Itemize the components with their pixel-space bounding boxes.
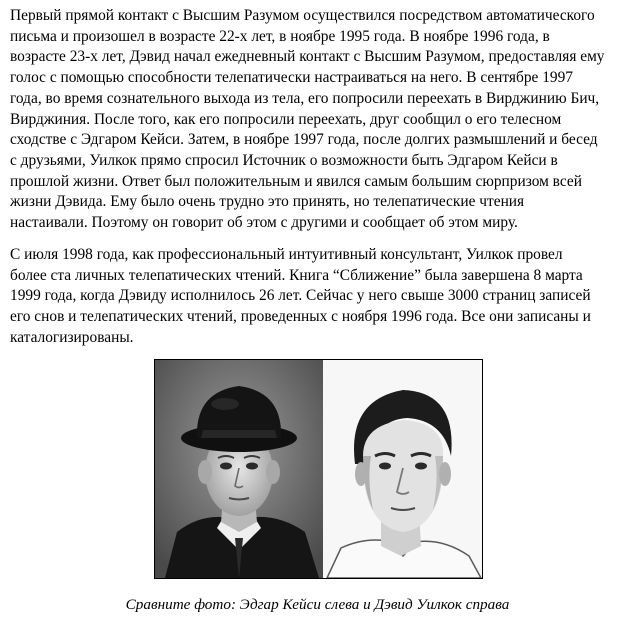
text-line: прошлой жизни. Ответ был положительным и явился самым большим сюрпризом всей [10, 172, 582, 190]
text-line: возрасте 23-х лет, Дэвид начал ежедневный контакт с Высшим Разумом, предоставляя ему [10, 48, 605, 66]
comparison-photo [154, 359, 483, 579]
portrait-bowler-hat-icon [155, 360, 323, 578]
text-line: настаивали. Поэтому он говорит об этом с другими и сообщает об этом миру. [10, 214, 518, 232]
text-line: Первый прямой контакт с Высшим Разумом осуществился посредством автоматического [10, 7, 595, 24]
photo-right-portrait [323, 360, 482, 578]
text-line: письма и произошел в возрасте 22-х лет, в ноябре 1995 года. В ноябре 1996 года, в [10, 27, 550, 45]
text-line: сходстве с Эдгаром Кейси. Затем, в ноябре 1997 года, после долгих размышлений и бесед [10, 131, 598, 149]
photo-caption: Сравните фото: Эдгар Кейси слева и Дэвид Уилкок справа [125, 596, 510, 613]
photo-left-portrait [155, 360, 323, 578]
paragraph-1 [10, 6, 630, 234]
portrait-young-man-icon [323, 360, 482, 578]
paragraph-2 [10, 245, 630, 349]
text-line: с друзьями, Уилкок прямо спросил Источник о возможности быть Эдгаром Кейси в [10, 151, 558, 169]
text-line: С июля 1998 года, как профессиональный интуитивный консультант, Уилкок провел [10, 246, 563, 263]
text-line: 1999 года, когда Дэвиду исполнилось 26 лет. Сейчас у него свыше 3000 страниц записей [10, 287, 591, 305]
text-line: более ста личных телепатических чтений. Книга “Сближение” была завершена 8 марта [10, 266, 583, 284]
text-line: года, во время сознательного выхода из тела, его попросили переехать в Вирджинию Бич, [10, 89, 600, 107]
text-line: его снов и телепатических чтений, проведенных с ноября 1996 года. Все они записаны и [10, 308, 591, 326]
text-line: Вирджиния. После того, как его попросили переехать, друг сообщил о его телесном [10, 110, 562, 128]
text-line: каталогизированы. [10, 328, 134, 346]
text-line: голос с помощью способности телепатически настраиваться на него. В сентябре 1997 [10, 69, 573, 87]
text-line: жизни Дэвида. Ему было очень трудно это принять, но телепатические чтения [10, 193, 525, 211]
